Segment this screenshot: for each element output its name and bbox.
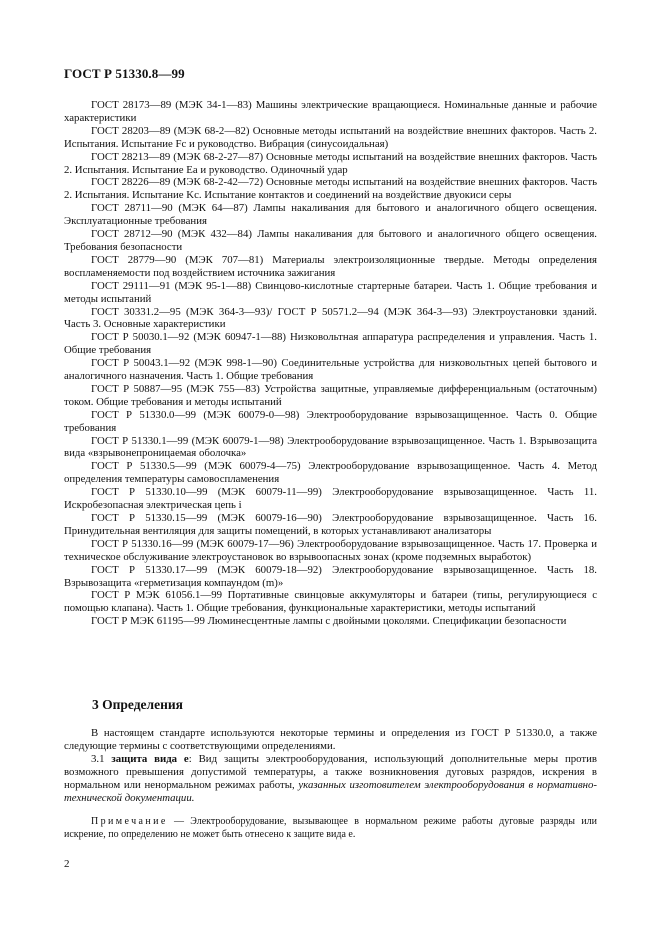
reference-item: ГОСТ 28203—89 (МЭК 68-2—82) Основные методы испытаний на воздействие внешних факторов. Часть 2. Испытания. Испытание Fc и руководство. Вибрация (синусоидальная) xyxy=(64,124,597,150)
reference-item: ГОСТ Р 50030.1—92 (МЭК 60947-1—88) Низковольтная аппаратура распределения и управления. Часть 1. Общие требования xyxy=(64,331,597,357)
reference-item: ГОСТ Р 51330.0—99 (МЭК 60079-0—98) Электрооборудование взрывозащищенное. Часть 0. Общие требования xyxy=(64,408,597,434)
reference-item: ГОСТ Р 51330.16—99 (МЭК 60079-17—96) Электрооборудование взрывозащищенное. Часть 17. Проверка и техническое обслуживание электроустановок во взрывоопасных зонах (кроме подземных выработок) xyxy=(64,537,597,563)
reference-item: ГОСТ Р 51330.17—99 (МЭК 60079-18—92) Электрооборудование взрывозащищенное. Часть 18. Взрывозащита «герметизация компаундом (m)» xyxy=(64,563,597,589)
reference-item: ГОСТ 28711—90 (МЭК 64—87) Лампы накаливания для бытового и аналогичного общего освещения. Эксплуатационные требования xyxy=(64,202,597,228)
note-text: — Электрооборудование, вызывающее в нормальном режиме работы дуговые разряды или искрение, по определению не может быть отнесено к защите вида е. xyxy=(64,816,597,840)
definition-3-1 xyxy=(64,753,597,805)
normative-references-list xyxy=(64,99,597,628)
definition-italic-tail: указанных изготовителем электрооборудования в нормативно-технической документации. xyxy=(64,778,597,804)
reference-item: ГОСТ 30331.2—95 (МЭК 364-3—93)/ ГОСТ Р 50571.2—94 (МЭК 364-3—93) Электроустановки зданий. Часть 3. Основные характеристики xyxy=(64,305,597,331)
reference-item: ГОСТ Р 50043.1—92 (МЭК 998-1—90) Соединительные устройства для низковольтных цепей бытового и аналогичного назначения. Часть 1. Общие требования xyxy=(64,357,597,383)
reference-item: ГОСТ 28173—89 (МЭК 34-1—83) Машины электрические вращающиеся. Номинальные данные и рабочие характеристики xyxy=(64,99,597,124)
definition-number: 3.1 xyxy=(91,752,112,765)
reference-item: ГОСТ 28712—90 (МЭК 432—84) Лампы накаливания для бытового и аналогичного общего освещения. Требования безопасности xyxy=(64,228,597,253)
definitions-intro: В настоящем стандарте используются некоторые термины и определения из ГОСТ Р 51330.0, а также следующие термины с соответствующими определениями. xyxy=(64,727,597,752)
reference-item: ГОСТ Р МЭК 61056.1—99 Портативные свинцовые аккумуляторы и батареи (типы, регулирующиеся с помощью клапана). Часть 1. Общие требования, функциональные характеристики, методы испытаний xyxy=(64,589,597,615)
definitions-body xyxy=(64,727,597,804)
reference-item: ГОСТ Р 51330.1—99 (МЭК 60079-1—98) Электрооборудование взрывозащищенное. Часть 1. Взрывозащита вида «взрывонепроницаемая оболочка» xyxy=(64,434,597,460)
reference-item: ГОСТ 28226—89 (МЭК 68-2-42—72) Основные методы испытаний на воздействие внешних факторов. Часть 2. Испытания. Испытание Kc. Испытание контактов и соединений на воздействие двуокиси серы xyxy=(64,176,597,202)
reference-item: ГОСТ Р 51330.15—99 (МЭК 60079-16—90) Электрооборудование взрывозащищенное. Часть 16. Принудительная вентиляция для защиты помещений, в которых устанавливают анализаторы xyxy=(64,512,597,537)
reference-item: ГОСТ Р 50887—95 (МЭК 755—83) Устройства защитные, управляемые дифференциальным (остаточным) током. Общие требования и методы испытаний xyxy=(64,382,597,408)
reference-item: ГОСТ 29111—91 (МЭК 95-1—88) Свинцово-кислотные стартерные батареи. Часть 1. Общие требования и методы испытаний xyxy=(64,279,597,305)
reference-item: ГОСТ Р 51330.5—99 (МЭК 60079-4—75) Электрооборудование взрывозащищенное. Часть 4. Метод определения температуры самовоспламенения xyxy=(64,460,597,486)
page-number: 2 xyxy=(64,858,70,870)
note-block xyxy=(64,816,597,841)
definition-text: : Вид защиты электрооборудования, использующий дополнительные меры против возможного превышения допустимой температуры, а также возникновения дуговых разрядов, искрения в нормальном или ненормальном режимах работы, xyxy=(64,752,598,791)
note-paragraph xyxy=(64,816,597,841)
document-code-header: ГОСТ Р 51330.8—99 xyxy=(64,66,185,81)
section-title-definitions: 3 Определения xyxy=(92,697,183,712)
reference-item: ГОСТ Р МЭК 61195—99 Люминесцентные лампы с двойными цоколями. Спецификации безопасности xyxy=(91,615,567,628)
definition-term: защита вида е xyxy=(111,752,189,765)
note-label: Примечание xyxy=(91,816,168,827)
reference-item: ГОСТ 28213—89 (МЭК 68-2-27—87) Основные методы испытаний на воздействие внешних факторов. Часть 2. Испытания. Испытание Ea и руководство. Одиночный удар xyxy=(64,150,597,176)
reference-item: ГОСТ 28779—90 (МЭК 707—81) Материалы электроизоляционные твердые. Методы определения воспламеняемости под воздействием источника зажигания xyxy=(64,253,597,279)
reference-item: ГОСТ Р 51330.10—99 (МЭК 60079-11—99) Электрооборудование взрывозащищенное. Часть 11. Искробезопасная электрическая цепь i xyxy=(64,486,597,512)
